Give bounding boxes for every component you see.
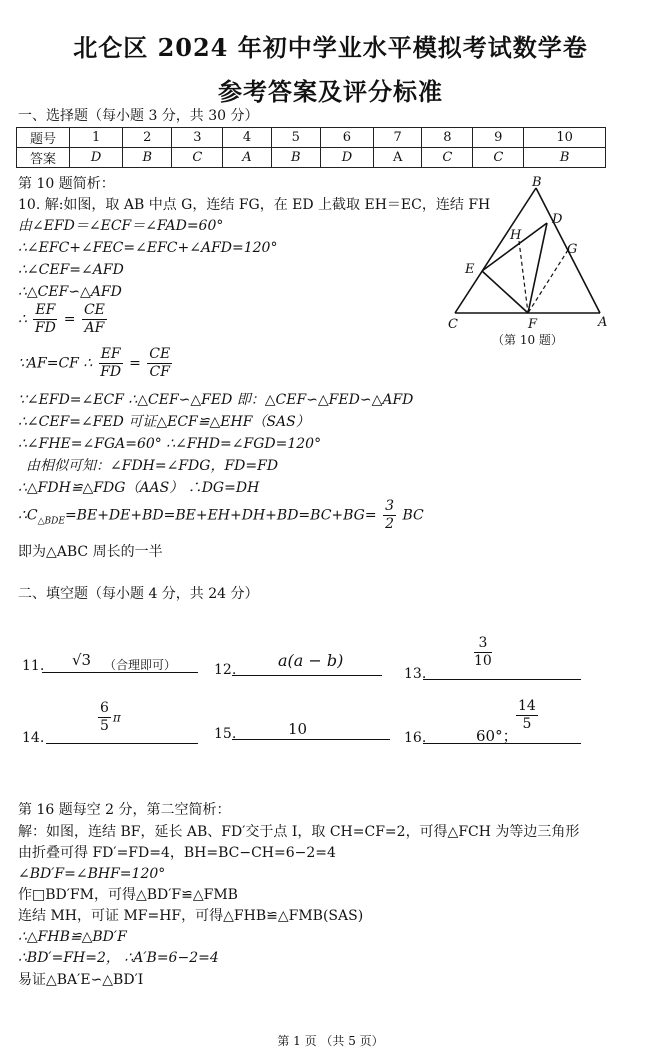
q16-line: ∴△FHB≌△BD′F xyxy=(18,929,127,945)
fraction: $\frac{CE}{AF}$ xyxy=(83,302,105,336)
answer-cell: D xyxy=(320,148,373,168)
page-footer: 第 1 页 （共 5 页） xyxy=(277,1034,384,1048)
section1-heading: 一、选择题（每小题 3 分，共 30 分） xyxy=(18,108,259,124)
answer-cell: B xyxy=(524,148,606,168)
label-C: C xyxy=(448,317,458,332)
question-number: 7 xyxy=(374,128,422,148)
q16-heading: 第 16 题每空 2 分，第二空简析： xyxy=(18,802,231,818)
q16-line: 易证△BA′E∽△BD′I xyxy=(18,972,144,988)
q15-blank xyxy=(232,739,390,740)
question-number: 10 xyxy=(524,128,606,148)
answer-cell: A xyxy=(374,148,422,168)
answer-cell: A xyxy=(223,148,271,168)
question-number: 8 xyxy=(422,128,473,148)
answer-cell: C xyxy=(473,148,524,168)
question-number: 2 xyxy=(123,128,172,148)
question-number: 6 xyxy=(320,128,373,148)
label-F: F xyxy=(528,317,538,332)
q10-heading: 第 10 题简析： xyxy=(18,176,115,192)
fraction: $\frac{6}{5}$ xyxy=(100,700,109,734)
label-A: A xyxy=(598,315,608,330)
q10-line: ∴△FDH≌△FDG（AAS） ∴DG=DH xyxy=(18,480,260,496)
q14-number: 14. xyxy=(22,730,45,746)
answer-cell: C xyxy=(172,148,223,168)
q16-line: 作□BD′FM，可得△BD′F≌△FMB xyxy=(18,887,238,903)
question-number: 1 xyxy=(70,128,123,148)
table-header-cell: 题号 xyxy=(17,128,70,148)
q12-number: 12. xyxy=(214,662,237,678)
q10-line: 10. 解:如图，取 AB 中点 G，连结 FG，在 ED 上截取 EH＝EC，连结 FH xyxy=(18,197,491,213)
q13-blank xyxy=(423,679,581,680)
equals-sign: = xyxy=(129,355,141,372)
therefore-symbol: ∴ xyxy=(18,311,27,328)
answer-cell: B xyxy=(271,148,320,168)
q10-fraction-line xyxy=(18,346,174,381)
section2-heading: 二、填空题（每小题 4 分，共 24 分） xyxy=(18,586,259,602)
q15-answer: 10 xyxy=(288,720,308,738)
q12-blank xyxy=(232,675,382,676)
side-CB xyxy=(455,188,536,313)
fraction: $\frac{EF}{FD}$ xyxy=(100,346,122,380)
q16-answer-2 xyxy=(514,698,540,733)
segment-HF xyxy=(519,241,528,313)
q16-number: 16. xyxy=(404,730,427,746)
q11-number: 11. xyxy=(22,658,45,674)
q16-line: ∠BD′F=∠BHF=120° xyxy=(18,866,166,882)
equals-sign: = xyxy=(63,311,76,328)
q16-line: 连结 MH，可证 MF=HF，可得△FHB≌△FMB(SAS) xyxy=(18,908,364,924)
q10-line: ∴∠FHE=∠FGA=60° ∴∠FHD=∠FGD=120° xyxy=(18,436,322,452)
table-row xyxy=(17,148,606,168)
answer-table xyxy=(16,127,606,168)
q12-answer: a(a − b) xyxy=(278,651,344,670)
label-G: G xyxy=(567,242,578,257)
answer-cell: D xyxy=(70,148,123,168)
q10-line: ∴∠CEF=∠FED 可证△ECF≌△EHF（SAS） xyxy=(18,414,310,430)
fraction: $\frac{EF}{FD}$ xyxy=(34,302,56,336)
q10-line: 由相似可知：∠FDH=∠FDG，FD=FD xyxy=(26,458,279,474)
fraction: $\frac{3}{2}$ xyxy=(385,498,394,532)
fraction: $\frac{14}{5}$ xyxy=(518,698,536,732)
answer-cell: B xyxy=(123,148,172,168)
q14-answer xyxy=(96,700,121,735)
question-number: 3 xyxy=(172,128,223,148)
q10-line: ∴∠CEF=∠AFD xyxy=(18,262,124,278)
q10-line: ∴∠EFC+∠FEC=∠EFC+∠AFD=120° xyxy=(18,240,278,256)
q10-conclusion: 即为△ABC 周长的一半 xyxy=(18,544,163,560)
q16-line: ∴BD′=FH=2， ∴A′B=6−2=4 xyxy=(18,950,219,966)
q13-number: 13. xyxy=(404,666,427,682)
q10-perimeter-line: $\therefore C_{\triangle BDE}=BE+DE+BD=BE+EH+DH+BD=BC+BG=$ $\frac{3}{2}$ BC xyxy=(18,498,424,532)
fraction: $\frac{CE}{CF}$ xyxy=(149,346,171,380)
triangle-figure xyxy=(440,176,640,354)
label-H: H xyxy=(510,228,522,243)
q10-line: 由∠EFD＝∠ECF＝∠FAD=60° xyxy=(18,218,224,234)
q16-answer-1: 60°； xyxy=(476,727,518,745)
page-title: 北仑区 2024 年初中学业水平模拟考试数学卷 xyxy=(73,33,588,62)
q11-note: （合理即可） xyxy=(104,658,177,672)
table-row xyxy=(17,128,606,148)
q15-number: 15. xyxy=(214,726,237,742)
segment-EF xyxy=(482,271,528,313)
pi-symbol: π xyxy=(112,710,121,725)
q16-line: 由折叠可得 FD′=FD=4，BH=BC−CH=6−2=4 xyxy=(18,845,336,861)
answer-cell: C xyxy=(422,148,473,168)
q10-line: ∵∠EFD=∠ECF ∴△CEF∽△FED 即：△CEF∽△FED∽△AFD xyxy=(18,392,414,408)
label-E: E xyxy=(465,262,475,277)
question-number: 4 xyxy=(223,128,271,148)
question-number: 5 xyxy=(271,128,320,148)
label-D: D xyxy=(552,212,563,227)
q11-answer: √3 xyxy=(72,651,92,669)
fraction: $\frac{3}{10}$ xyxy=(474,635,492,669)
question-number: 9 xyxy=(473,128,524,148)
segment-DF xyxy=(528,223,547,313)
q16-line: 解：如图，连结 BF，延长 AB、FD′交于点 I，取 CH=CF=2，可得△FCH 为等边三角形 xyxy=(18,824,580,840)
q13-answer xyxy=(472,635,494,670)
table-header-cell: 答案 xyxy=(17,148,70,168)
label-B: B xyxy=(532,176,542,190)
q14-blank xyxy=(46,743,198,744)
page-subtitle: 参考答案及评分标准 xyxy=(218,77,443,106)
q10-fraction-line xyxy=(18,302,109,337)
q10-line-lead: ∵AF=CF ∴ xyxy=(18,355,93,372)
figure-caption: （第 10 题） xyxy=(492,333,563,347)
q10-line: ∴△CEF∽△AFD xyxy=(18,284,122,300)
